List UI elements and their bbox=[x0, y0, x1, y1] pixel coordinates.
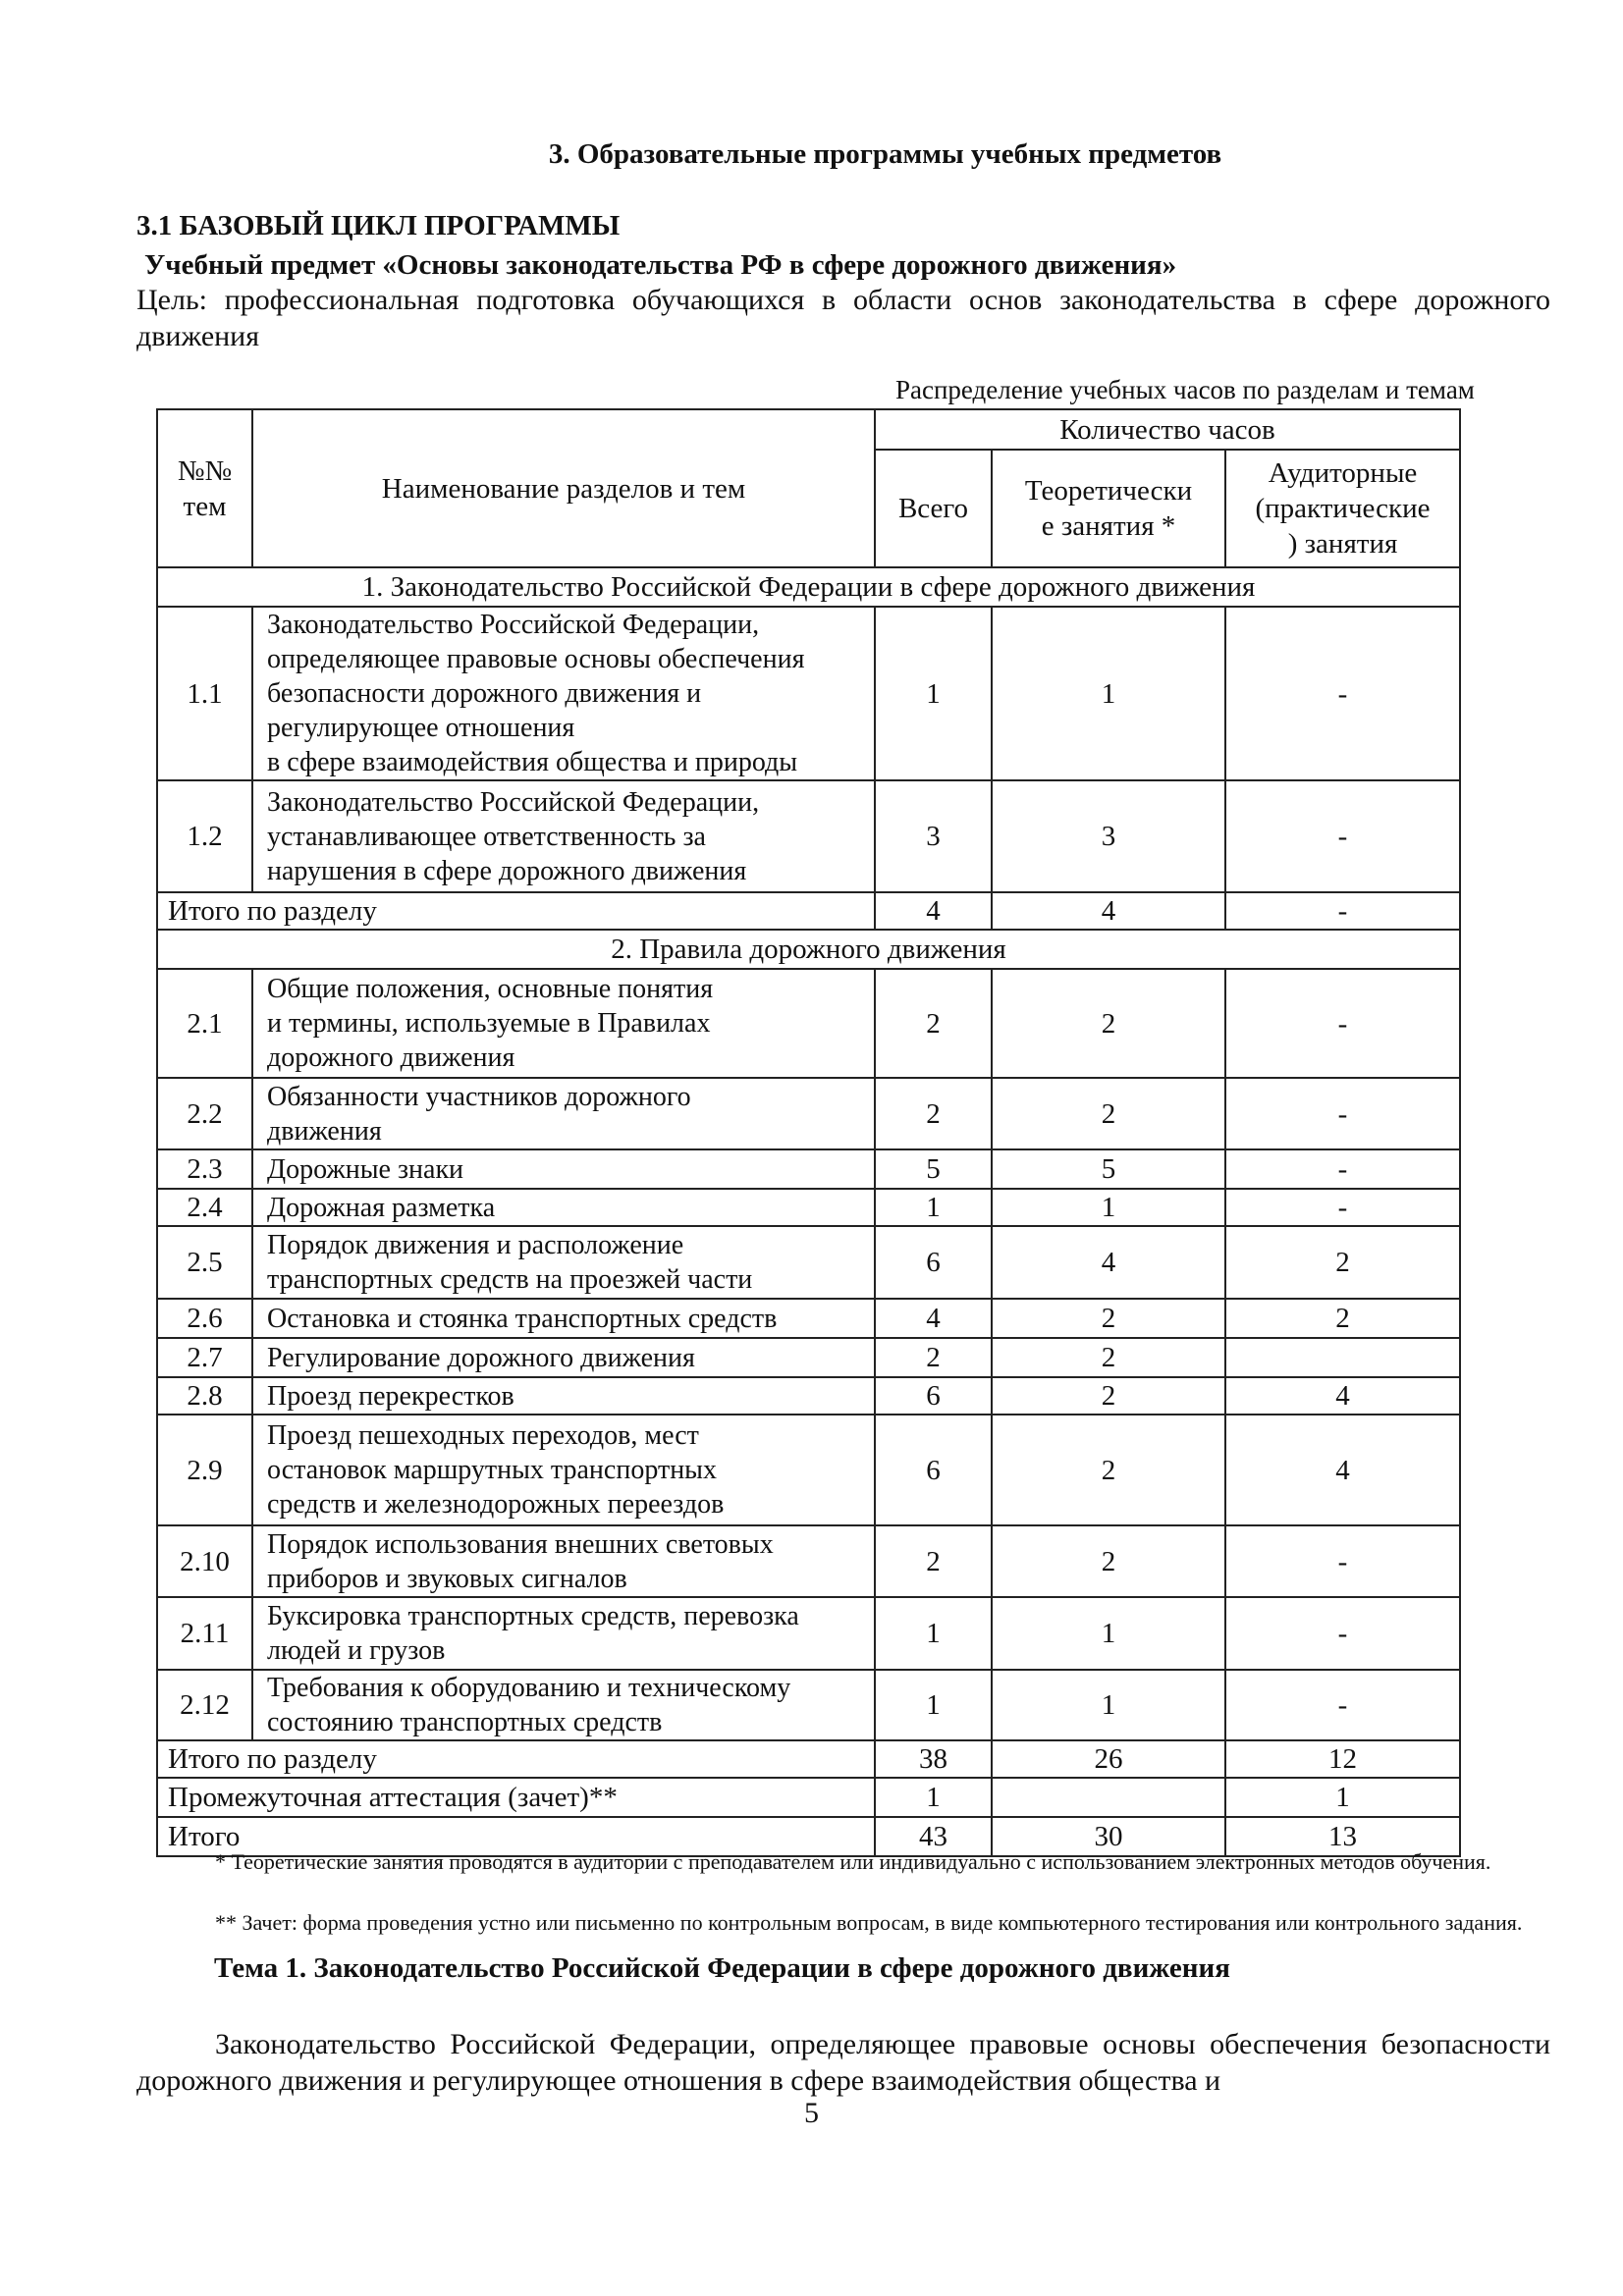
section-title-row bbox=[157, 567, 1460, 607]
topic-paragraph: Законодательство Российской Федерации, определяющее правовые основы обеспечения безопасности дорожного движения и регулирующее отношения в сфере взаимодействия общества и bbox=[136, 2028, 1550, 2097]
hours-theory: 1 bbox=[992, 1597, 1225, 1670]
hours-total: 1 bbox=[875, 1597, 992, 1670]
footnote-theory: * Теоретические занятия проводятся в аудитории с преподавателем или индивидуально с использованием электронных методов обучения. bbox=[215, 1849, 1491, 1874]
attestation-row-practice: 1 bbox=[1225, 1778, 1460, 1817]
hours-theory: 2 bbox=[992, 1415, 1225, 1525]
subtotal-row bbox=[157, 1740, 1460, 1778]
topic-name: Дорожная разметка bbox=[252, 1189, 875, 1226]
topic-name: Законодательство Российской Федерации, определяющее правовые основы обеспечения безопасности дорожного движения и регулирующее отношения в сфере взаимодействия общества и природы bbox=[252, 607, 875, 780]
topic-number: 2.5 bbox=[157, 1226, 252, 1299]
hours-total: 2 bbox=[875, 969, 992, 1078]
topic-heading: Тема 1. Законодательство Российской Федерации в сфере дорожного движения bbox=[214, 1952, 1230, 1984]
hours-total: 2 bbox=[875, 1078, 992, 1149]
hours-total: 1 bbox=[875, 1670, 992, 1740]
topic-number: 2.12 bbox=[157, 1670, 252, 1740]
subtotal-practice: - bbox=[1225, 892, 1460, 930]
topic-name: Порядок использования внешних световых приборов и звуковых сигналов bbox=[252, 1525, 875, 1597]
table-row bbox=[157, 969, 1460, 1078]
hours-practice: - bbox=[1225, 1189, 1460, 1226]
subtotal-total: 38 bbox=[875, 1740, 992, 1778]
hours-theory: 1 bbox=[992, 1670, 1225, 1740]
grand-total-row-practice: 13 bbox=[1225, 1817, 1460, 1856]
topic-name: Регулирование дорожного движения bbox=[252, 1338, 875, 1377]
hours-total: 1 bbox=[875, 607, 992, 780]
hours-total: 6 bbox=[875, 1415, 992, 1525]
hours-total: 3 bbox=[875, 780, 992, 892]
header-num: №№ тем bbox=[157, 409, 252, 567]
table-row bbox=[157, 1149, 1460, 1189]
table-row bbox=[157, 1078, 1460, 1149]
table-row bbox=[157, 1415, 1460, 1525]
footnote-credit: ** Зачет: форма проведения устно или письменно по контрольным вопросам, в виде компьютерного тестирования или контрольного задания. bbox=[215, 1910, 1523, 1935]
hours-practice: 4 bbox=[1225, 1415, 1460, 1525]
hours-practice bbox=[1225, 1338, 1460, 1377]
table-row bbox=[157, 1299, 1460, 1338]
hours-total: 1 bbox=[875, 1189, 992, 1226]
hours-theory: 1 bbox=[992, 1189, 1225, 1226]
page-number: 5 bbox=[804, 2097, 819, 2129]
topic-number: 2.9 bbox=[157, 1415, 252, 1525]
table-row bbox=[157, 780, 1460, 892]
hours-total: 4 bbox=[875, 1299, 992, 1338]
topic-number: 2.2 bbox=[157, 1078, 252, 1149]
table-caption: Распределение учебных часов по разделам и темам bbox=[895, 375, 1475, 404]
attestation-row-label: Промежуточная аттестация (зачет)** bbox=[157, 1778, 875, 1817]
table-row bbox=[157, 607, 1460, 780]
attestation-row-theory bbox=[992, 1778, 1225, 1817]
topic-number: 2.10 bbox=[157, 1525, 252, 1597]
hours-theory: 2 bbox=[992, 1078, 1225, 1149]
topic-number: 1.1 bbox=[157, 607, 252, 780]
subtotal-practice: 12 bbox=[1225, 1740, 1460, 1778]
cycle-heading: 3.1 БАЗОВЫЙ ЦИКЛ ПРОГРАММЫ bbox=[136, 210, 621, 241]
hours-total: 2 bbox=[875, 1338, 992, 1377]
hours-practice: - bbox=[1225, 780, 1460, 892]
topic-name: Буксировка транспортных средств, перевозка людей и грузов bbox=[252, 1597, 875, 1670]
goal-text: Цель: профессиональная подготовка обучающихся в области основ законодательства в сфере дорожного движения bbox=[136, 284, 1550, 352]
topic-number: 2.7 bbox=[157, 1338, 252, 1377]
header-name: Наименование разделов и тем bbox=[252, 409, 875, 567]
hours-practice: 2 bbox=[1225, 1299, 1460, 1338]
table-row bbox=[157, 1338, 1460, 1377]
hours-practice: - bbox=[1225, 1597, 1460, 1670]
hours-total: 5 bbox=[875, 1149, 992, 1189]
hours-distribution-table bbox=[156, 408, 1461, 1857]
topic-number: 2.11 bbox=[157, 1597, 252, 1670]
hours-total: 6 bbox=[875, 1226, 992, 1299]
attestation-row bbox=[157, 1778, 1460, 1817]
hours-practice: 4 bbox=[1225, 1377, 1460, 1415]
hours-practice: - bbox=[1225, 1149, 1460, 1189]
hours-theory: 5 bbox=[992, 1149, 1225, 1189]
header-total: Всего bbox=[875, 450, 992, 567]
topic-name: Остановка и стоянка транспортных средств bbox=[252, 1299, 875, 1338]
section-title: 2. Правила дорожного движения bbox=[157, 930, 1460, 969]
table-row bbox=[157, 1597, 1460, 1670]
grand-total-row-total: 43 bbox=[875, 1817, 992, 1856]
hours-theory: 2 bbox=[992, 1338, 1225, 1377]
hours-theory: 2 bbox=[992, 1299, 1225, 1338]
attestation-row-total: 1 bbox=[875, 1778, 992, 1817]
topic-name: Требования к оборудованию и техническому состоянию транспортных средств bbox=[252, 1670, 875, 1740]
hours-theory: 2 bbox=[992, 969, 1225, 1078]
hours-practice: - bbox=[1225, 607, 1460, 780]
hours-theory: 3 bbox=[992, 780, 1225, 892]
table-row bbox=[157, 1226, 1460, 1299]
hours-practice: - bbox=[1225, 1670, 1460, 1740]
topic-number: 2.6 bbox=[157, 1299, 252, 1338]
header-practice: Аудиторные (практические ) занятия bbox=[1225, 450, 1460, 567]
grand-total-row-theory: 30 bbox=[992, 1817, 1225, 1856]
hours-theory: 1 bbox=[992, 607, 1225, 780]
topic-name: Дорожные знаки bbox=[252, 1149, 875, 1189]
hours-total: 6 bbox=[875, 1377, 992, 1415]
subtotal-total: 4 bbox=[875, 892, 992, 930]
section-title-row bbox=[157, 930, 1460, 969]
topic-name: Обязанности участников дорожного движения bbox=[252, 1078, 875, 1149]
section-title: 1. Законодательство Российской Федерации в сфере дорожного движения bbox=[157, 567, 1460, 607]
topic-name: Проезд пешеходных переходов, мест остановок маршрутных транспортных средств и железнодорожных переездов bbox=[252, 1415, 875, 1525]
topic-number: 2.3 bbox=[157, 1149, 252, 1189]
topic-number: 2.1 bbox=[157, 969, 252, 1078]
hours-theory: 4 bbox=[992, 1226, 1225, 1299]
hours-practice: 2 bbox=[1225, 1226, 1460, 1299]
section-heading: 3. Образовательные программы учебных предметов bbox=[548, 138, 1222, 170]
topic-name: Проезд перекрестков bbox=[252, 1377, 875, 1415]
topic-number: 2.4 bbox=[157, 1189, 252, 1226]
subtotal-theory: 26 bbox=[992, 1740, 1225, 1778]
hours-practice: - bbox=[1225, 1078, 1460, 1149]
topic-name: Порядок движения и расположение транспортных средств на проезжей части bbox=[252, 1226, 875, 1299]
hours-practice: - bbox=[1225, 969, 1460, 1078]
topic-name: Законодательство Российской Федерации, устанавливающее ответственность за нарушения в сфере дорожного движения bbox=[252, 780, 875, 892]
subtotal-label: Итого по разделу bbox=[157, 1740, 875, 1778]
subject-heading: Учебный предмет «Основы законодательства РФ в сфере дорожного движения» bbox=[144, 249, 1177, 281]
hours-practice: - bbox=[1225, 1525, 1460, 1597]
hours-theory: 2 bbox=[992, 1525, 1225, 1597]
header-hours-group: Количество часов bbox=[875, 409, 1460, 450]
table-row bbox=[157, 1525, 1460, 1597]
topic-number: 1.2 bbox=[157, 780, 252, 892]
table-row bbox=[157, 1377, 1460, 1415]
subtotal-row bbox=[157, 892, 1460, 930]
grand-total-row-label: Итого bbox=[157, 1817, 875, 1856]
subtotal-theory: 4 bbox=[992, 892, 1225, 930]
hours-theory: 2 bbox=[992, 1377, 1225, 1415]
table-row bbox=[157, 1670, 1460, 1740]
topic-number: 2.8 bbox=[157, 1377, 252, 1415]
subtotal-label: Итого по разделу bbox=[157, 892, 875, 930]
header-theory: Теоретически е занятия * bbox=[992, 450, 1225, 567]
topic-name: Общие положения, основные понятия и термины, используемые в Правилах дорожного движения bbox=[252, 969, 875, 1078]
hours-total: 2 bbox=[875, 1525, 992, 1597]
table-row bbox=[157, 1189, 1460, 1226]
